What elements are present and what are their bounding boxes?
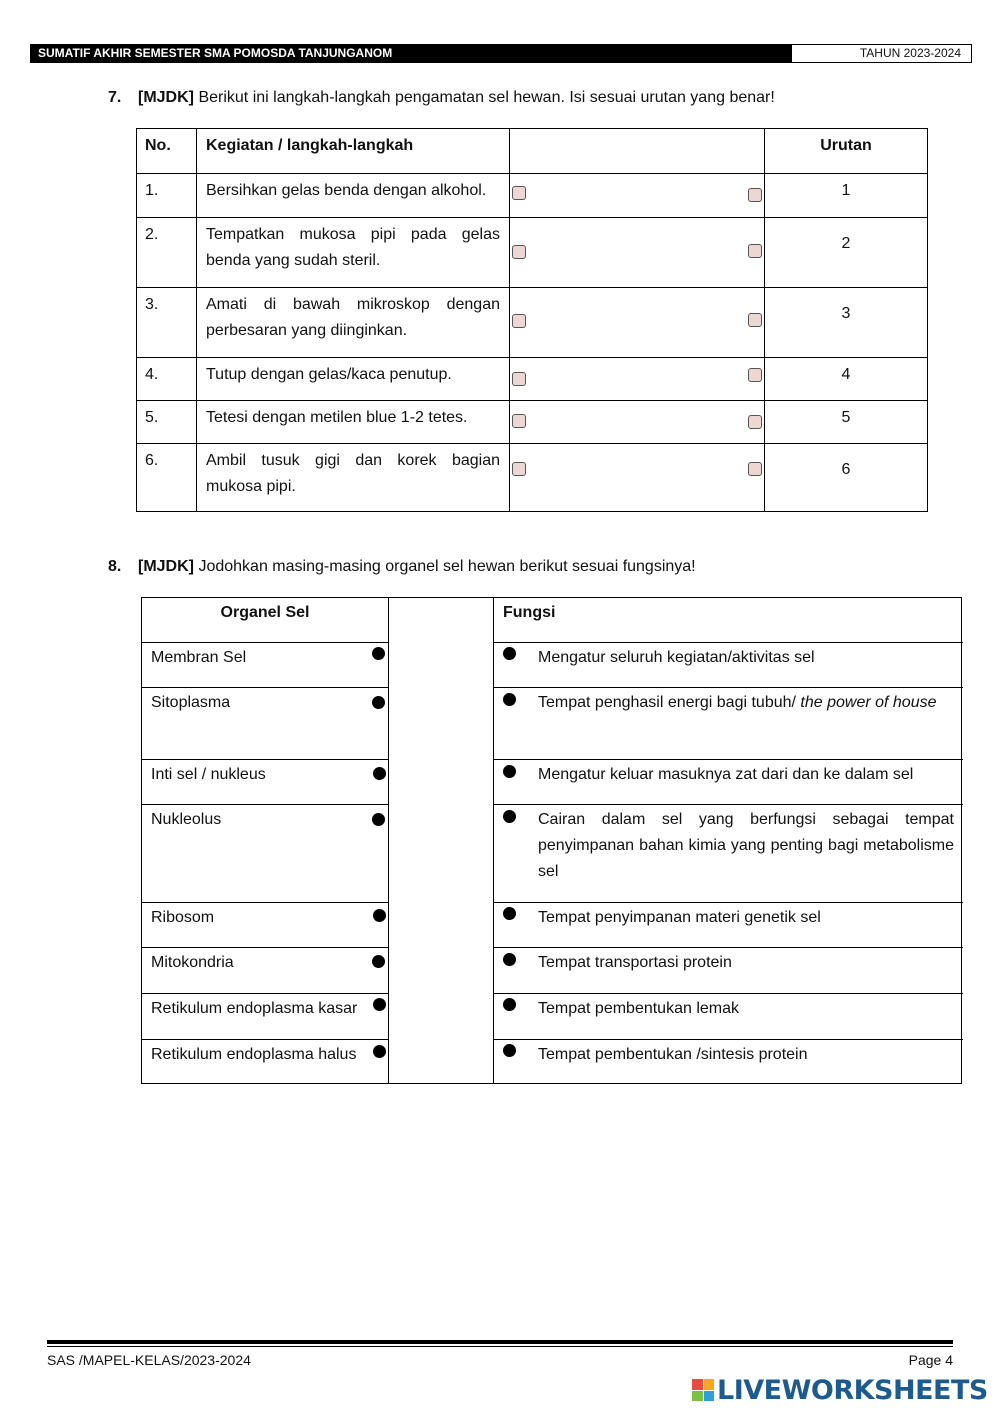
row-urutan: 4 [764, 358, 927, 400]
function-dot[interactable] [503, 693, 516, 706]
row-kegiatan: Tempatkan mukosa pipi pada gelas benda yang sudah steril. [197, 218, 510, 287]
function-label: Tempat pembentukan /sintesis protein [493, 1039, 963, 1084]
table-row [142, 947, 961, 993]
organelle-dot[interactable] [372, 955, 385, 968]
question-7 [108, 88, 775, 108]
page-number: Page 4 [908, 1352, 953, 1368]
table-header-row [137, 129, 927, 173]
organelle-label: Retikulum endoplasma kasar [142, 993, 389, 1039]
question-8 [108, 557, 696, 577]
header-no: No. [137, 129, 197, 173]
function-dot[interactable] [503, 810, 516, 823]
organelle-dot[interactable] [373, 909, 386, 922]
function-label: Tempat transportasi protein [493, 947, 963, 993]
footer-rule-thick [47, 1340, 953, 1344]
row-kegiatan: Ambil tusuk gigi dan korek bagian mukosa pipi. [197, 444, 510, 511]
steps-table [136, 128, 928, 512]
organelle-matching-table [141, 597, 962, 1084]
table-row [137, 357, 927, 400]
function-label [493, 687, 963, 759]
table-row [137, 173, 927, 217]
organelle-label: Nukleolus [142, 804, 389, 902]
left-connector-checkbox[interactable] [512, 314, 526, 328]
question-text: Berikut ini langkah-langkah pengamatan sel hewan. Isi sesuai urutan yang benar! [194, 89, 775, 106]
liveworksheets-logo [692, 1374, 988, 1406]
function-dot[interactable] [503, 953, 516, 966]
table-row [142, 642, 961, 687]
left-connector-checkbox[interactable] [512, 186, 526, 200]
footer-code: SAS /MAPEL-KELAS/2023-2024 [47, 1352, 251, 1368]
question-number: 8. [108, 558, 122, 575]
right-connector-checkbox[interactable] [748, 188, 762, 202]
organelle-dot[interactable] [372, 696, 385, 709]
function-text: Tempat penghasil energi bagi tubuh/ [538, 694, 801, 711]
function-label: Mengatur keluar masuknya zat dari dan ke dalam sel [493, 759, 963, 804]
table-row [142, 1039, 961, 1084]
organelle-label: Inti sel / nukleus [142, 759, 389, 804]
row-kegiatan: Tetesi dengan metilen blue 1-2 tetes. [197, 401, 510, 443]
row-urutan: 3 [764, 288, 927, 357]
organelle-label: Sitoplasma [142, 687, 389, 759]
function-dot[interactable] [503, 907, 516, 920]
row-no: 1. [137, 174, 197, 217]
header-urutan: Urutan [764, 129, 927, 173]
organelle-label: Retikulum endoplasma halus [142, 1039, 389, 1084]
right-connector-checkbox[interactable] [748, 313, 762, 327]
table-row [142, 687, 961, 759]
table-row [142, 902, 961, 947]
header-organel: Organel Sel [142, 598, 389, 642]
function-dot[interactable] [503, 765, 516, 778]
row-urutan: 5 [764, 401, 927, 443]
row-urutan: 2 [764, 218, 927, 287]
organelle-dot[interactable] [373, 1045, 386, 1058]
table-row [142, 993, 961, 1039]
row-urutan: 6 [764, 444, 927, 511]
table-row [142, 804, 961, 902]
function-label: Mengatur seluruh kegiatan/aktivitas sel [493, 642, 963, 687]
function-label: Tempat penyimpanan materi genetik sel [493, 902, 963, 947]
brand-text: LIVEWORKSHEETS [717, 1374, 988, 1406]
organelle-dot[interactable] [373, 998, 386, 1011]
question-text: Jodohkan masing-masing organel sel hewan berikut sesuai fungsinya! [194, 558, 696, 575]
question-number: 7. [108, 89, 122, 106]
organelle-dot[interactable] [372, 813, 385, 826]
school-title: SUMATIF AKHIR SEMESTER SMA POMOSDA TANJUNGANOM [30, 44, 791, 63]
liveworksheets-icon [692, 1379, 714, 1401]
right-connector-checkbox[interactable] [748, 415, 762, 429]
table-header-row [142, 598, 961, 642]
function-dot[interactable] [503, 998, 516, 1011]
row-no: 5. [137, 401, 197, 443]
table-row [137, 217, 927, 287]
row-no: 4. [137, 358, 197, 400]
organelle-label: Mitokondria [142, 947, 389, 993]
row-urutan: 1 [764, 174, 927, 217]
function-label: Tempat pembentukan lemak [493, 993, 963, 1039]
header-kegiatan: Kegiatan / langkah-langkah [197, 129, 510, 173]
row-no: 2. [137, 218, 197, 287]
table-row [137, 443, 927, 511]
row-no: 6. [137, 444, 197, 511]
table-row [137, 287, 927, 357]
header-fungsi: Fungsi [493, 598, 963, 642]
left-connector-checkbox[interactable] [512, 245, 526, 259]
left-connector-checkbox[interactable] [512, 372, 526, 386]
organelle-label: Ribosom [142, 902, 389, 947]
right-connector-checkbox[interactable] [748, 462, 762, 476]
left-connector-checkbox[interactable] [512, 414, 526, 428]
right-connector-checkbox[interactable] [748, 368, 762, 382]
organelle-label: Membran Sel [142, 642, 389, 687]
function-italic-text: the power of house [800, 694, 937, 711]
function-dot[interactable] [503, 647, 516, 660]
organelle-dot[interactable] [372, 647, 385, 660]
table-row [142, 759, 961, 804]
row-kegiatan: Bersihkan gelas benda dengan alkohol. [197, 174, 510, 217]
table-row [137, 400, 927, 443]
question-tag: [MJDK] [138, 558, 194, 575]
function-label: Cairan dalam sel yang berfungsi sebagai tempat penyimpanan bahan kimia yang penting bagi metabolisme sel [493, 804, 963, 902]
right-connector-checkbox[interactable] [748, 244, 762, 258]
row-no: 3. [137, 288, 197, 357]
row-kegiatan: Tutup dengan gelas/kaca penutup. [197, 358, 510, 400]
page-header [30, 44, 972, 63]
row-kegiatan: Amati di bawah mikroskop dengan perbesaran yang diinginkan. [197, 288, 510, 357]
organelle-dot[interactable] [373, 767, 386, 780]
function-dot[interactable] [503, 1044, 516, 1057]
left-connector-checkbox[interactable] [512, 462, 526, 476]
footer-rule-thin [47, 1346, 953, 1347]
question-tag: [MJDK] [138, 89, 194, 106]
school-year: TAHUN 2023-2024 [791, 44, 972, 63]
